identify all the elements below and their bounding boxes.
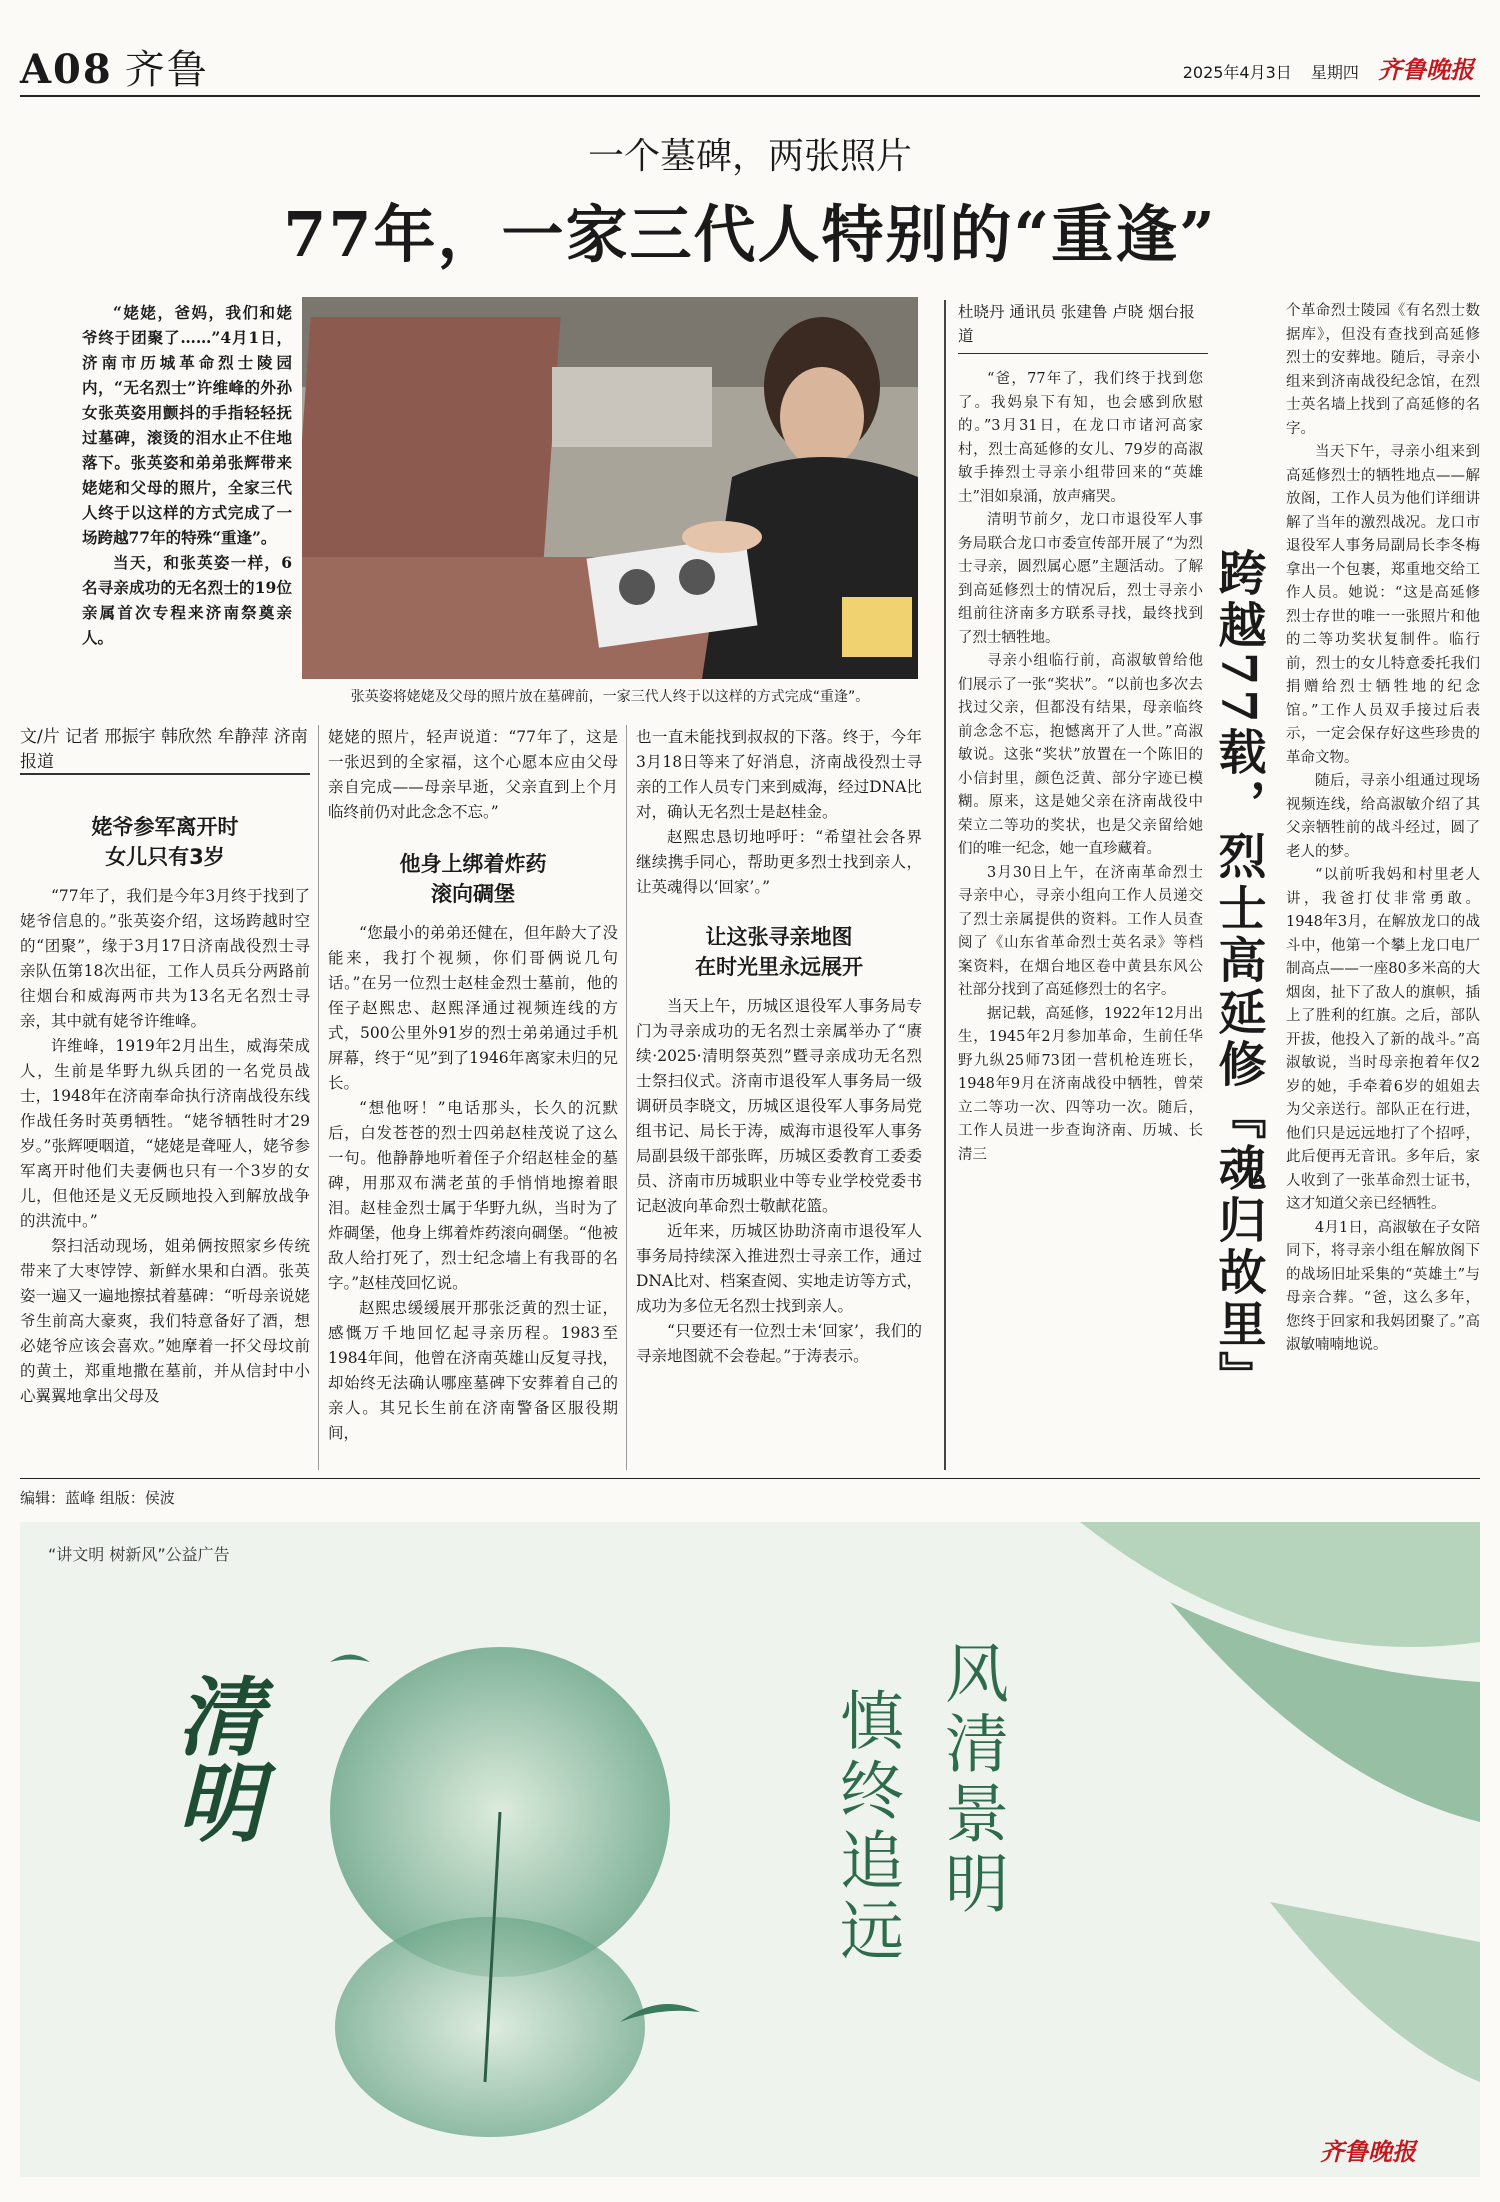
paragraph: 当天上午，历城区退役军人事务局专门为寻亲成功的无名烈士亲属举办了“赓续·2025·清明祭英烈”暨寻亲成功无名烈士祭扫仪式。济南市退役军人事务局一级调研员李晓文，历城区退役军人事务局党组书记、局长于涛，威海市退役军人事务局副县级干部张晖，历城区委教育工委委员、济南市历城职业中等专业学校党委书记赵波向革命烈士敬献花篮。 — [636, 997, 922, 1215]
photo-caption: 张英姿将姥姥及父母的照片放在墓碑前，一家三代人终于以这样的方式完成“重逢”。 — [350, 689, 870, 705]
article-subhead: 一个墓碑，两张照片 — [587, 136, 912, 177]
editor-credits: 编辑：蓝峰 组版：侯波 — [20, 1489, 175, 1507]
article-lead — [82, 300, 292, 650]
article-photo — [302, 297, 918, 679]
footer-rule — [20, 1478, 1480, 1479]
paragraph: 姥姥的照片，轻声说道：“77年了，这是一张迟到的全家福，这个心愿本应由父母亲自完成——母亲早逝，父亲直到上个月临终前仍对此念念不忘。” — [328, 728, 618, 821]
issue-weekday: 星期四 — [1310, 63, 1359, 82]
side-article-divider — [944, 300, 946, 1470]
paragraph: 个革命烈士陵园《有名烈士数据库》，但没有查找到高延修烈士的安葬地。随后，寻亲小组来到济南战役纪念馆，在烈士英名墙上找到了高延修的名字。 — [1286, 303, 1480, 437]
side-column-b — [1286, 300, 1480, 1358]
ad-illustration — [20, 1522, 1480, 2177]
side-article-byline: 杜晓丹 通讯员 张建鲁 卢晓 烟台报道 — [958, 303, 1195, 345]
article-byline: 文/片 记者 邢振宇 韩欣然 牟静萍 济南报道 — [20, 727, 308, 772]
side-column-a — [958, 368, 1203, 1167]
paragraph: “77年了，我们是今年3月终于找到了姥爷信息的。”张英姿介绍，这场跨越时空的“团聚”，缘于3月17日济南战役烈士寻亲队伍第18次出征，工作人员兵分两路前往烟台和威海两市共为13名无名烈士寻亲，其中就有姥爷许维峰。 — [20, 887, 310, 1030]
paragraph: 4月1日，高淑敏在子女陪同下，将寻亲小组在解放阁下的战场旧址采集的“英雄土”与母亲合葬。“爸，这么多年，您终于回家和我妈团聚了。”高淑敏喃喃地说。 — [1286, 1219, 1480, 1353]
column-2 — [328, 725, 618, 1446]
subsection-title: 让这张寻亲地图 在时光里永远展开 — [695, 925, 863, 979]
subsection-title: 他身上绑着炸药 滚向碉堡 — [399, 852, 547, 906]
page-number: A08 — [20, 46, 113, 93]
column-3 — [636, 725, 922, 1369]
ad-brand-logo: 齐鲁晚报 — [1320, 2137, 1416, 2166]
ad-calligraphy: 清明 — [162, 1672, 263, 1844]
brand-logo: 齐鲁晚报 — [1378, 56, 1474, 84]
column-divider — [626, 725, 627, 1470]
paragraph: “只要还有一位烈士未‘回家’，我们的寻亲地图就不会卷起。”于涛表示。 — [636, 1322, 922, 1365]
paragraph: 随后，寻亲小组通过现场视频连线，给高淑敏介绍了其父亲牺牲前的战斗经过，圆了老人的梦。 — [1286, 773, 1480, 860]
section-name: 齐鲁 — [124, 47, 209, 93]
side-article-headline: 跨越77载，烈士高延修『魂归故里』 — [1210, 548, 1266, 1403]
masthead-rule — [20, 95, 1480, 97]
paragraph: “以前听我妈和村里老人讲，我爸打仗非常勇敢。1948年3月，在解放龙口的战斗中，他第一个攀上龙口电厂制高点——一座80多米高的大烟囱，扯下了敌人的旗帜，插上了胜利的红旗。之后，部队开拔，他投入了新的战斗。”高淑敏说，当时母亲抱着年仅2岁的她，手牵着6岁的姐姐去为父亲送行。部队正在行进，他们只是远远地打了个招呼，此后便再无音讯。多年后，家人收到了一张革命烈士证书，这才知道父亲已经牺牲。 — [1286, 867, 1480, 1212]
paragraph: 近年来，历城区协助济南市退役军人事务局持续深入推进烈士寻亲工作，通过DNA比对、档案查阅、实地走访等方式，成功为多位无名烈士找到亲人。 — [636, 1222, 922, 1315]
article-headline: 77年，一家三代人特别的“重逢” — [283, 198, 1217, 271]
lead-paragraph: 当天，和张英姿一样，6名寻亲成功的无名烈士的19位亲属首次专程来济南祭奠亲人。 — [82, 553, 292, 647]
paragraph: 当天下午，寻亲小组来到高延修烈士的牺牲地点——解放阁，工作人员为他们详细讲解了当年的激烈战况。龙口市退役军人事务局副局长李冬梅拿出一个包裹，郑重地交给工作人员。她说：“这是高延修烈士存世的唯一一张照片和他的二等功奖状复制件。临行前，烈士的女儿特意委托我们捐赠给烈士牺牲地的纪念馆。”工作人员双手接过后表示，一定会保存好这些珍贵的革命文物。 — [1286, 444, 1480, 766]
paragraph: 3月30日上午，在济南革命烈士寻亲中心，寻亲小组向工作人员递交了烈士亲属提供的资料。工作人员查阅了《山东省革命烈士英名录》等档案资料，在烟台地区卷中黄县东风公社部分找到了高延修烈士的名字。 — [958, 864, 1203, 998]
paragraph: 赵熙忠恳切地呼吁：“希望社会各界继续携手同心，帮助更多烈士找到亲人，让英魂得以‘回家’。” — [636, 828, 922, 896]
column-1 — [20, 812, 310, 1409]
side-byline-rule — [958, 353, 1208, 354]
paragraph: 据记载，高延修，1922年12月出生，1945年2月参加革命，生前任华野九纵25师73团一营机枪连班长，1948年9月在济南战役中牺牲，曾荣立二等功一次、四等功一次。随后，工作人员进一步查询济南、历城、长清三 — [958, 1005, 1203, 1163]
paragraph: 许维峰，1919年2月出生，威海荣成人，生前是华野九纵兵团的一名党员战士，1948年在济南奉命执行济南战役东线作战任务时英勇牺牲。“姥爷牺牲时才29岁。”张辉哽咽道，“姥姥是聋哑人，姥爷参军离开时他们夫妻俩也只有一个3岁的女儿，但他还是义无反顾地投入到解放战争的洪流中。” — [20, 1037, 310, 1230]
masthead-date — [1183, 50, 1474, 85]
column-divider — [318, 725, 319, 1470]
paragraph: 也一直未能找到叔叔的下落。终于，今年3月18日等来了好消息，济南战役烈士寻亲的工作人员专门来到威海，经过DNA比对，确认无名烈士是赵桂金。 — [636, 728, 922, 821]
paragraph: 清明节前夕，龙口市退役军人事务局联合龙口市委宣传部开展了“为烈士寻亲，圆烈属心愿”主题活动。了解到高延修烈士的情况后，烈士寻亲小组前往济南多方联系寻找，最终找到了烈士牺牲地。 — [958, 512, 1203, 646]
subsection-title: 姥爷参军离开时 女儿只有3岁 — [91, 815, 239, 869]
page-masthead — [20, 38, 209, 95]
byline-rule — [20, 773, 310, 775]
issue-date: 2025年4月3日 — [1182, 63, 1292, 82]
paragraph: 赵熙忠缓缓展开那张泛黄的烈士证，感慨万千地回忆起寻亲历程。1983至1984年间，他曾在济南英雄山反复寻找，却始终无法确认哪座墓碑下安葬着自己的亲人。其兄长生前在济南警备区服役期间， — [328, 1299, 618, 1442]
lead-paragraph: “姥姥，爸妈，我们和姥爷终于团聚了……”4月1日，济南市历城革命烈士陵园内，“无名烈士”许维峰的外孙女张英姿用颤抖的手指轻轻抚过墓碑，滚烫的泪水止不住地落下。张英姿和弟弟张辉带来姥姥和父母的照片，全家三代人终于以这样的方式完成了一场跨越77年的特殊“重逢”。 — [82, 303, 292, 547]
ad-slogan-right: 风清景明 — [934, 1640, 1008, 1920]
paragraph: 寻亲小组临行前，高淑敏曾给他们展示了一张“奖状”。“以前也多次去找过父亲，但都没有结果，母亲临终前念念不忘，抱憾离开了人世。”高淑敏说。这张“奖状”放置在一个陈旧的小信封里，颜色泛黄、部分字迹已模糊。原来，这是她父亲在济南战役中荣立二等功的奖状，也是父亲留给她们的唯一纪念，她一直珍藏着。 — [958, 653, 1203, 857]
paragraph: “您最小的弟弟还健在，但年龄大了没能来，我打个视频，你们哥俩说几句话。”在另一位烈士赵桂金烈士墓前，他的侄子赵熙忠、赵熙泽通过视频连线的方式，500公里外91岁的烈士弟弟通过手机屏幕，终于“见”到了1946年离家未归的兄长。 — [328, 924, 618, 1092]
public-service-ad — [20, 1522, 1480, 2177]
ad-slogan-left: 慎终追远 — [829, 1687, 903, 1967]
paragraph: “想他呀！”电话那头，长久的沉默后，白发苍苍的烈士四弟赵桂茂说了这么一句。他静静地听着侄子介绍赵桂金的墓碑，用那双布满老茧的手悄悄地擦着眼泪。赵桂金烈士属于华野九纵，当时为了炸碉堡，他身上绑着炸药滚向碉堡。“他被敌人给打死了，烈士纪念墙上有我哥的名字。”赵桂茂回忆说。 — [328, 1099, 618, 1292]
photo-illustration — [302, 297, 918, 679]
paragraph: “爸，77年了，我们终于找到您了。我妈泉下有知，也会感到欣慰的。”3月31日，在龙口市诸河高家村，烈士高延修的女儿、79岁的高淑敏手捧烈士寻亲小组带回来的“英雄土”泪如泉涌，放声痛哭。 — [958, 371, 1203, 505]
paragraph: 祭扫活动现场，姐弟俩按照家乡传统带来了大枣饽饽、新鲜水果和白酒。张英姿一遍又一遍地擦拭着墓碑：“听母亲说姥爷生前高大豪爽，我们特意备好了酒，想必姥爷应该会喜欢。”她摩着一抔父母坟前的黄土，郑重地撒在墓前，并从信封中小心翼翼地拿出父母及 — [20, 1237, 310, 1405]
ad-tag: “讲文明 树新风”公益广告 — [48, 1545, 230, 1564]
